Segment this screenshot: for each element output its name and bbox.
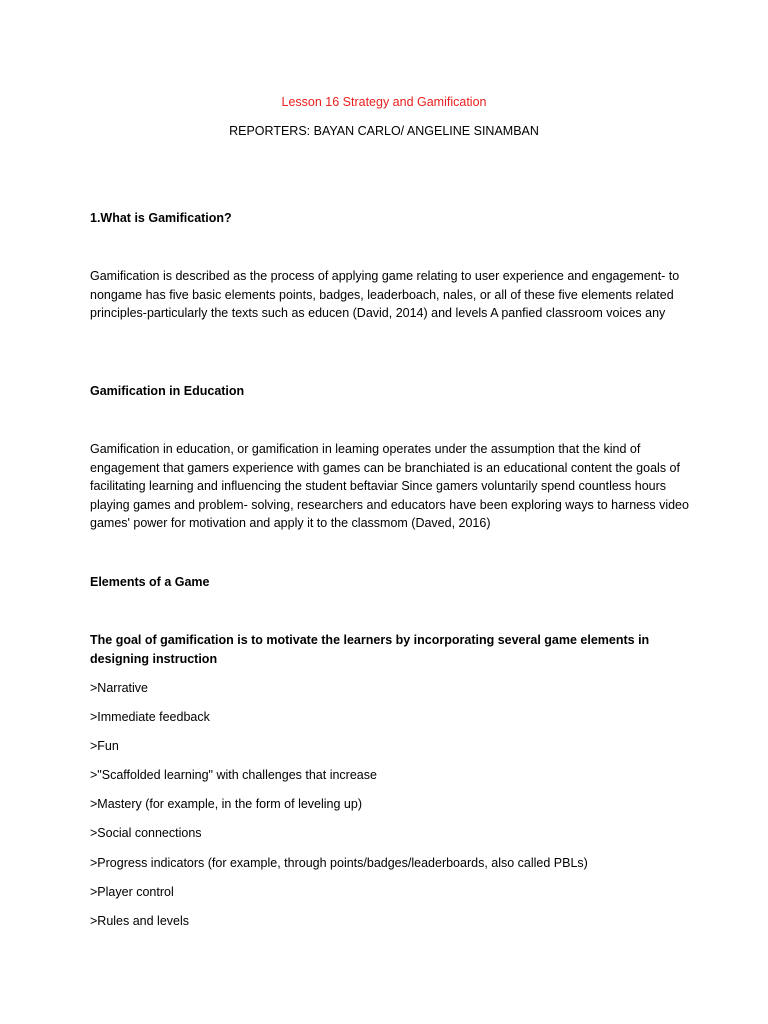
list-item: >"Scaffolded learning" with challenges that increase: [90, 768, 377, 783]
document-title: Lesson 16 Strategy and Gamification: [281, 95, 487, 109]
goal-statement: The goal of gamification is to motivate the learners by incorporating several game elements in designing instruction: [90, 633, 650, 666]
list-item: >Player control: [90, 884, 174, 899]
list-item: >Social connections: [90, 826, 202, 841]
game-elements-list: [90, 679, 690, 941]
list-item: >Immediate feedback: [90, 710, 210, 725]
reporters-line: REPORTERS: BAYAN CARLO/ ANGELINE SINAMBAN: [229, 124, 539, 138]
gamification-in-education-paragraph: Gamification in education, or gamification in leaming operates under the assumption that the kind of engagement that gamers experience with games can be branchiated is an educational content the goals of facilitating learning and influencing the student beftaviar Since gamers voluntarily spend countless hours playing games and problem- solving, researchers and educators have been exploring ways to harness video games' power for motivation and apply it to the classmom (Daved, 2016): [90, 442, 689, 530]
list-item: >Progress indicators (for example, through points/badges/leaderboards, also called PBLs): [90, 855, 588, 870]
what-is-gamification-paragraph: Gamification is described as the process of applying game relating to user experience and engagement- to nongame has five basic elements points, badges, leaderboach, nales, or all of these five elements related principles-particularly the texts such as educen (David, 2014) and levels A panfied classroom voices any: [90, 269, 680, 320]
list-item: >Fun: [90, 739, 119, 754]
elements-of-a-game-heading: Elements of a Game: [90, 575, 210, 589]
what-is-gamification-heading: 1.What is Gamification?: [90, 211, 232, 225]
list-item: >Narrative: [90, 681, 149, 695]
list-item: >Rules and levels: [90, 913, 190, 928]
gamification-in-education-heading: Gamification in Education: [90, 384, 245, 398]
list-item: >Mastery (for example, in the form of leveling up): [90, 797, 362, 812]
